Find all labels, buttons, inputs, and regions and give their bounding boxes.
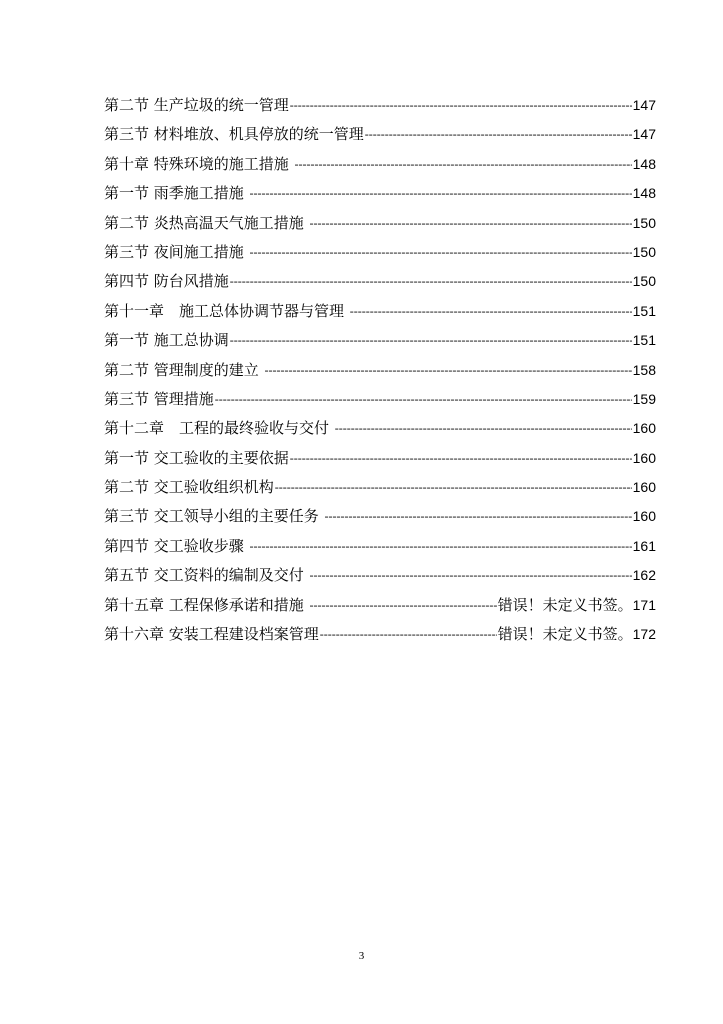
toc-entry[interactable] [104,91,656,120]
toc-leader-dashes [320,620,497,649]
toc-entry-title: 第十五章 工程保修承诺和措施 [104,595,309,614]
toc-entry-page: 160 [632,508,656,525]
toc-entry[interactable] [104,444,656,473]
toc-entry-title: 第十章 特殊环境的施工措施 [104,154,294,173]
toc-entry[interactable] [104,267,656,296]
toc-entry-page: 158 [632,361,656,378]
toc-entry-title: 第三节 管理措施 [104,389,214,408]
toc-entry-page: 171 [632,596,656,613]
toc-leader-dashes [250,179,632,208]
toc-leader-dashes [310,591,497,620]
toc-entry[interactable] [104,591,656,620]
toc-entry-title: 第三节 交工领导小组的主要任务 [104,507,324,526]
toc-entry[interactable] [104,473,656,502]
toc-leader-dashes [310,561,632,590]
toc-leader-dashes [350,297,632,326]
toc-entry-page: 150 [632,273,656,290]
toc-entry[interactable] [104,150,656,179]
toc-entry-page: 160 [632,420,656,437]
toc-entry[interactable] [104,238,656,267]
toc-entry[interactable] [104,620,656,649]
toc-entry-title: 第十一章 施工总体协调节器与管理 [104,301,349,320]
toc-entry-page: 151 [632,302,656,319]
toc-leader-dashes [215,385,632,414]
toc-entry[interactable] [104,561,656,590]
toc-entry[interactable] [104,120,656,149]
toc-entry-error: 错误！未定义书签。 [497,625,633,644]
toc-entry-page: 148 [632,185,656,202]
toc-leader-dashes [335,414,632,443]
toc-leader-dashes [230,326,632,355]
toc-leader-dashes [250,238,632,267]
toc-entry-page: 150 [632,214,656,231]
toc-entry-page: 161 [632,537,656,554]
toc-entry-page: 147 [632,97,656,113]
toc-entry-page: 172 [632,626,656,643]
toc-entry-page: 148 [632,155,656,172]
toc-entry-title: 第一节 交工验收的主要依据 [104,448,289,467]
toc-leader-dashes [310,209,632,238]
toc-entry-title: 第一节 雨季施工措施 [104,184,249,203]
toc-entry-error: 错误！未定义书签。 [497,595,633,614]
toc-leader-dashes [295,150,632,179]
toc-entry-title: 第十六章 安装工程建设档案管理 [104,625,319,644]
toc-leader-dashes [250,532,632,561]
toc-entry-title: 第二节 生产垃圾的统一管理 [104,96,289,114]
toc-entry[interactable] [104,385,656,414]
toc-leader-dashes [230,267,632,296]
toc-entry-title: 第二节 交工验收组织机构 [104,478,274,497]
toc-leader-dashes [365,120,632,149]
toc-leader-dashes [290,444,632,473]
toc-entry-title: 第四节 交工验收步骤 [104,536,249,555]
toc-entry[interactable] [104,297,656,326]
toc-entry-page: 150 [632,243,656,260]
toc-entry-page: 151 [632,332,656,349]
toc-leader-dashes [275,473,632,502]
toc-entry[interactable] [104,209,656,238]
page-number: 3 [358,950,365,962]
toc-entry-page: 159 [632,390,656,407]
toc-entry[interactable] [104,502,656,531]
toc-entry[interactable] [104,414,656,443]
toc-entry-title: 第十二章 工程的最终验收与交付 [104,419,334,438]
toc-entry-title: 第一节 施工总协调 [104,331,229,350]
toc-leader-dashes [325,502,632,531]
toc-entry[interactable] [104,532,656,561]
toc-entry-title: 第五节 交工资料的编制及交付 [104,566,309,585]
toc-entry[interactable] [104,179,656,208]
toc-entry-title: 第二节 管理制度的建立 [104,360,264,379]
toc-entry-title: 第二节 炎热高温天气施工措施 [104,213,309,232]
toc-entry-page: 160 [632,479,656,496]
toc-entry-title: 第四节 防台风措施 [104,272,229,291]
toc-leader-dashes [265,356,632,385]
toc-entry-page: 162 [632,567,656,584]
toc-leader-dashes [290,91,632,120]
toc-entry[interactable] [104,326,656,355]
toc-entry-page: 160 [632,449,656,466]
toc-entry-title: 第三节 夜间施工措施 [104,242,249,261]
toc-entry-page: 147 [632,126,656,143]
toc-entry-title: 第三节 材料堆放、机具停放的统一管理 [104,125,364,144]
toc-entry[interactable] [104,356,656,385]
table-of-contents [104,91,656,649]
